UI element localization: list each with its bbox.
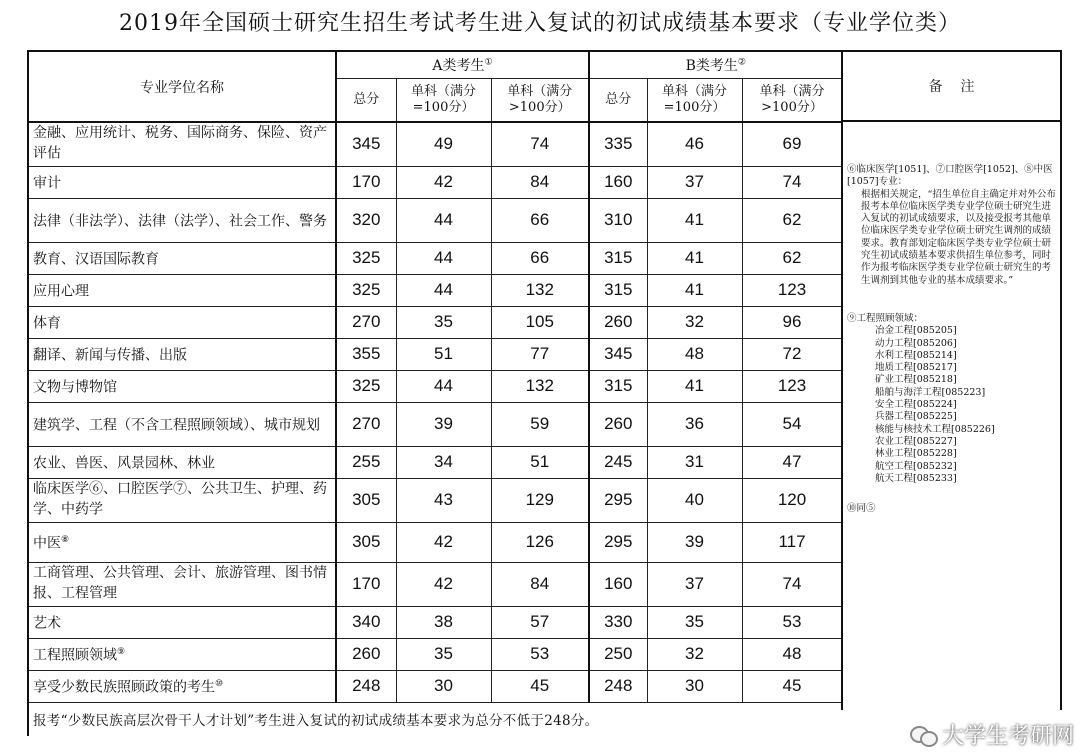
score-b-sub100: 41 [647, 274, 742, 306]
engineering-field-item: 航天工程[085233] [875, 472, 957, 484]
score-b-subgt100: 123 [742, 370, 842, 402]
score-a-total: 345 [336, 122, 396, 166]
header-a-total: 总分 [336, 79, 396, 123]
score-b-subgt100: 45 [742, 670, 842, 702]
row-name: 文物与博物馆 [28, 370, 336, 402]
row-name: 艺术 [28, 606, 336, 638]
footnote-row [28, 702, 842, 736]
table-row [28, 638, 842, 670]
score-a-subgt100: 53 [491, 638, 589, 670]
row-name: 体育 [28, 306, 336, 338]
remarks-medical-head: ⑥临床医学[1051]、⑦口腔医学[1052]、⑧中医[1057]专业： [847, 164, 1053, 188]
score-a-sub100: 35 [396, 638, 491, 670]
table-row [28, 478, 842, 522]
score-b-total: 160 [589, 166, 647, 198]
score-b-subgt100: 54 [742, 402, 842, 446]
header-a-subgt100: 单科（满分 >100分） [491, 79, 589, 123]
score-a-sub100: 44 [396, 198, 491, 242]
score-a-total: 325 [336, 242, 396, 274]
score-a-subgt100: 74 [491, 122, 589, 166]
score-b-subgt100: 96 [742, 306, 842, 338]
score-a-subgt100: 66 [491, 198, 589, 242]
score-a-total: 355 [336, 338, 396, 370]
score-a-subgt100: 105 [491, 306, 589, 338]
row-name: 法律（非法学）、法律（法学）、社会工作、警务 [28, 198, 336, 242]
score-a-total: 305 [336, 522, 396, 562]
engineering-field-item: 水利工程[085214] [875, 349, 957, 361]
score-b-sub100: 32 [647, 306, 742, 338]
header-name: 专业学位名称 [28, 51, 336, 122]
score-a-total: 270 [336, 402, 396, 446]
score-a-subgt100: 126 [491, 522, 589, 562]
row-name: 审计 [28, 166, 336, 198]
score-b-subgt100: 53 [742, 606, 842, 638]
score-b-subgt100: 69 [742, 122, 842, 166]
score-table [27, 50, 843, 736]
remarks-engineering-head: ⑨工程照顾领域： [847, 312, 924, 324]
score-a-total: 340 [336, 606, 396, 638]
remarks-medical-body: 根据相关规定，“招生单位自主确定并对外公布报考本单位临床医学类专业学位硕士研究生进入复试的初试成绩要求，以及接受报考其他单位临床医学类专业学位硕士研究生调剂的成绩要求。教育部划定临床医学类专业学位硕士研究生初试成绩基本要求供招生单位参考，同时作为报考临床医学类专业学位硕士研究生的考生调剂到其他专业的基本成绩要求。” [861, 188, 1056, 286]
header-row-1 [28, 51, 842, 79]
score-a-subgt100: 77 [491, 338, 589, 370]
header-a-sub100: 单科（满分 =100分） [396, 79, 491, 123]
score-b-subgt100: 120 [742, 478, 842, 522]
engineering-field-item: 地质工程[085217] [875, 362, 957, 374]
engineering-field-item: 航空工程[085232] [875, 460, 957, 472]
header-b-sub100: 单科（满分 =100分） [647, 79, 742, 123]
score-b-sub100: 36 [647, 402, 742, 446]
row-name: 教育、汉语国际教育 [28, 242, 336, 274]
score-b-total: 248 [589, 670, 647, 702]
score-b-sub100: 31 [647, 446, 742, 478]
engineering-field-item: 兵器工程[085225] [875, 411, 957, 423]
score-a-sub100: 42 [396, 522, 491, 562]
score-b-sub100: 32 [647, 638, 742, 670]
score-b-subgt100: 48 [742, 638, 842, 670]
remarks-body [843, 122, 1060, 515]
score-a-subgt100: 84 [491, 562, 589, 606]
score-a-sub100: 38 [396, 606, 491, 638]
score-a-total: 170 [336, 562, 396, 606]
score-b-total: 245 [589, 446, 647, 478]
score-a-sub100: 34 [396, 446, 491, 478]
score-a-sub100: 44 [396, 370, 491, 402]
remarks-column [841, 50, 1062, 710]
wechat-icon [910, 724, 938, 746]
footnote: 报考“少数民族高层次骨干人才计划”考生进入复试的初试成绩基本要求为总分不低于248分。 [28, 702, 842, 736]
score-b-total: 345 [589, 338, 647, 370]
table-row [28, 306, 842, 338]
score-b-sub100: 37 [647, 166, 742, 198]
score-b-sub100: 46 [647, 122, 742, 166]
header-group-a: A类考生① [336, 51, 589, 79]
score-b-total: 260 [589, 306, 647, 338]
score-b-sub100: 35 [647, 606, 742, 638]
table-row [28, 166, 842, 198]
remarks-engineering-list [847, 325, 1060, 485]
header-b-subgt100: 单科（满分 >100分） [742, 79, 842, 123]
row-name: 应用心理 [28, 274, 336, 306]
table-row [28, 446, 842, 478]
remarks-header: 备注 [843, 52, 1060, 122]
table-row [28, 274, 842, 306]
score-b-total: 295 [589, 522, 647, 562]
score-a-total: 325 [336, 274, 396, 306]
table-row [28, 670, 842, 702]
engineering-field-item: 核能与核技术工程[085226] [875, 423, 995, 435]
score-a-total: 320 [336, 198, 396, 242]
row-name: 金融、应用统计、税务、国际商务、保险、资产评估 [28, 122, 336, 166]
score-b-subgt100: 47 [742, 446, 842, 478]
remarks-same-as: ⑩同⑤ [847, 503, 876, 515]
score-b-subgt100: 117 [742, 522, 842, 562]
score-a-sub100: 49 [396, 122, 491, 166]
score-b-total: 335 [589, 122, 647, 166]
score-b-subgt100: 123 [742, 274, 842, 306]
header-group-b: B类考生② [589, 51, 842, 79]
engineering-field-item: 农业工程[085227] [875, 435, 957, 447]
table-body [28, 122, 842, 702]
score-a-sub100: 35 [396, 306, 491, 338]
score-a-total: 270 [336, 306, 396, 338]
score-b-sub100: 30 [647, 670, 742, 702]
score-b-total: 315 [589, 370, 647, 402]
score-b-sub100: 41 [647, 198, 742, 242]
score-a-total: 170 [336, 166, 396, 198]
score-b-subgt100: 74 [742, 166, 842, 198]
score-a-sub100: 30 [396, 670, 491, 702]
score-a-sub100: 51 [396, 338, 491, 370]
table-row [28, 338, 842, 370]
row-name: 享受少数民族照顾政策的考生⑩ [28, 670, 336, 702]
score-a-subgt100: 45 [491, 670, 589, 702]
score-a-sub100: 44 [396, 242, 491, 274]
score-b-subgt100: 72 [742, 338, 842, 370]
score-table-wrapper [27, 50, 1063, 746]
score-b-total: 330 [589, 606, 647, 638]
score-b-total: 260 [589, 402, 647, 446]
table-row [28, 198, 842, 242]
row-name: 工商管理、公共管理、会计、旅游管理、图书情报、工程管理 [28, 562, 336, 606]
score-b-sub100: 37 [647, 562, 742, 606]
score-a-subgt100: 59 [491, 402, 589, 446]
score-b-sub100: 40 [647, 478, 742, 522]
row-name: 工程照顾领域⑨ [28, 638, 336, 670]
score-a-sub100: 44 [396, 274, 491, 306]
score-b-total: 250 [589, 638, 647, 670]
row-name: 翻译、新闻与传播、出版 [28, 338, 336, 370]
score-a-total: 305 [336, 478, 396, 522]
score-a-sub100: 39 [396, 402, 491, 446]
row-name: 建筑学、工程（不含工程照顾领域）、城市规划 [28, 402, 336, 446]
score-a-sub100: 42 [396, 166, 491, 198]
table-row [28, 402, 842, 446]
row-name: 临床医学⑥、口腔医学⑦、公共卫生、护理、药学、中药学 [28, 478, 336, 522]
score-b-sub100: 41 [647, 242, 742, 274]
table-row [28, 606, 842, 638]
engineering-field-item: 冶金工程[085205] [875, 325, 957, 337]
score-a-sub100: 43 [396, 478, 491, 522]
engineering-field-item: 船舶与海洋工程[085223] [875, 386, 986, 398]
score-b-sub100: 48 [647, 338, 742, 370]
score-a-subgt100: 132 [491, 274, 589, 306]
score-a-subgt100: 57 [491, 606, 589, 638]
score-a-subgt100: 129 [491, 478, 589, 522]
table-row [28, 370, 842, 402]
engineering-field-item: 安全工程[085224] [875, 399, 957, 411]
score-b-total: 315 [589, 242, 647, 274]
score-b-subgt100: 74 [742, 562, 842, 606]
header-b-total: 总分 [589, 79, 647, 123]
score-a-total: 260 [336, 638, 396, 670]
score-a-total: 325 [336, 370, 396, 402]
row-name: 中医⑧ [28, 522, 336, 562]
score-b-total: 315 [589, 274, 647, 306]
score-a-sub100: 42 [396, 562, 491, 606]
engineering-field-item: 动力工程[085206] [875, 337, 957, 349]
score-a-subgt100: 51 [491, 446, 589, 478]
table-row [28, 562, 842, 606]
watermark [910, 719, 1074, 750]
score-a-total: 248 [336, 670, 396, 702]
score-b-sub100: 39 [647, 522, 742, 562]
score-a-subgt100: 66 [491, 242, 589, 274]
score-b-total: 160 [589, 562, 647, 606]
score-a-total: 255 [336, 446, 396, 478]
row-name: 农业、兽医、风景园林、林业 [28, 446, 336, 478]
score-b-sub100: 41 [647, 370, 742, 402]
table-row [28, 522, 842, 562]
score-a-subgt100: 84 [491, 166, 589, 198]
engineering-field-item: 林业工程[085228] [875, 448, 957, 460]
score-b-subgt100: 62 [742, 242, 842, 274]
engineering-field-item: 矿业工程[085218] [875, 374, 957, 386]
table-row [28, 242, 842, 274]
watermark-text: 大学生考研网 [941, 723, 1074, 748]
page-title: 2019年全国硕士研究生招生考试考生进入复试的初试成绩基本要求（专业学位类） [119, 11, 961, 36]
score-b-subgt100: 62 [742, 198, 842, 242]
score-b-total: 310 [589, 198, 647, 242]
score-a-subgt100: 132 [491, 370, 589, 402]
table-row [28, 122, 842, 166]
score-b-total: 295 [589, 478, 647, 522]
